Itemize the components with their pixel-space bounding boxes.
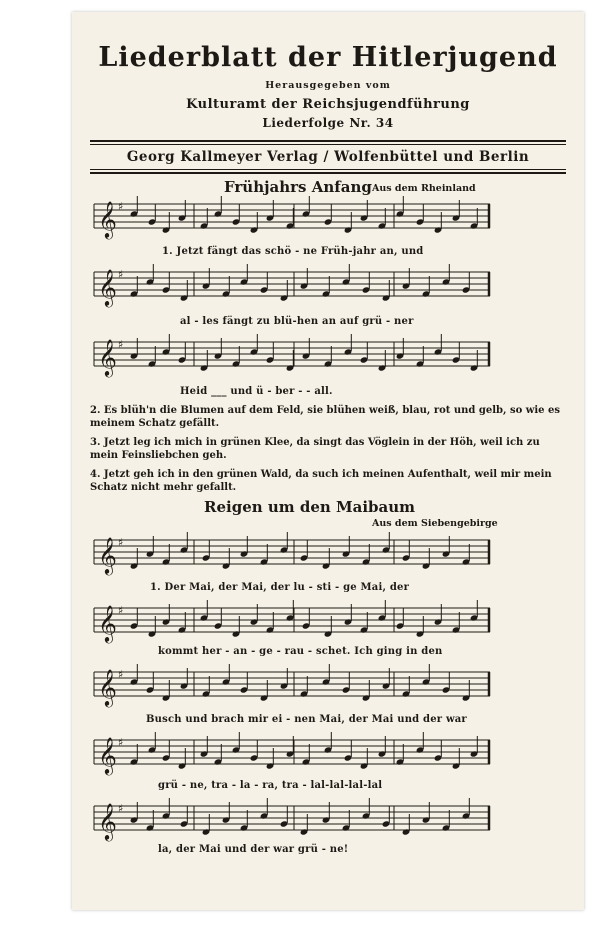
header-rule-top bbox=[90, 140, 566, 142]
sharp-icon: ♯ bbox=[118, 668, 124, 681]
treble-clef-icon: 𝄞 bbox=[98, 668, 117, 706]
treble-clef-icon: 𝄞 bbox=[98, 338, 117, 376]
song2-staff bbox=[94, 668, 490, 708]
sharp-icon: ♯ bbox=[118, 802, 124, 815]
treble-clef-icon: 𝄞 bbox=[98, 268, 117, 306]
sharp-icon: ♯ bbox=[118, 604, 124, 617]
song2-origin: Aus dem Siebengebirge bbox=[372, 518, 498, 529]
song2-staff bbox=[94, 736, 490, 776]
song1-staff bbox=[94, 268, 490, 308]
sharp-icon: ♯ bbox=[118, 736, 124, 749]
header-rule-bottom-thin bbox=[90, 169, 566, 170]
treble-clef-icon: 𝄞 bbox=[98, 200, 117, 238]
header-rule-top-thin bbox=[90, 144, 566, 145]
header-rule-bottom bbox=[90, 172, 566, 174]
song1-lyric-line-2: al - les fängt zu blü-hen an auf grü - ner bbox=[180, 316, 414, 327]
song1-staff bbox=[94, 338, 490, 378]
song1-origin: Aus dem Rheinland bbox=[372, 183, 476, 194]
song1-verse-4: 4. Jetzt geh ich in den grünen Wald, da such ich meinen Aufenthalt, weil mir mein Schatz nicht mehr gefallt. bbox=[90, 469, 552, 493]
series-line: Liederfolge Nr. 34 bbox=[262, 116, 394, 130]
song1-verse-3: 3. Jetzt leg ich mich in grünen Klee, da singt das Vöglein in der Höh, weil ich zu mein Feinsliebchen geh. bbox=[90, 437, 540, 461]
song2-lyric-line-2: kommt her - an - ge - rau - schet. Ich ging in den bbox=[158, 646, 443, 657]
song2-lyric-line-5: la, der Mai und der war grü - ne! bbox=[158, 844, 349, 855]
treble-clef-icon: 𝄞 bbox=[98, 802, 117, 840]
sharp-icon: ♯ bbox=[118, 268, 124, 281]
sharp-icon: ♯ bbox=[118, 200, 124, 213]
song2-lyric-line-4: grü - ne, tra - la - ra, tra - lal-lal-lal-lal bbox=[158, 780, 383, 791]
edited-by-line: Herausgegeben vom bbox=[265, 80, 391, 91]
song1-lyric-line-1: 1. Jetzt fängt das schö - ne Früh-jahr an, und bbox=[162, 246, 424, 257]
song2-lyric-line-1: 1. Der Mai, der Mai, der lu - sti - ge Mai, der bbox=[150, 582, 410, 593]
treble-clef-icon: 𝄞 bbox=[98, 536, 117, 574]
song2-lyric-line-3: Busch und brach mir ei - nen Mai, der Mai und der war bbox=[146, 714, 467, 725]
song2-staff bbox=[94, 536, 490, 576]
song-sheet bbox=[72, 12, 584, 910]
page-title: Liederblatt der Hitlerjugend bbox=[98, 42, 558, 73]
sharp-icon: ♯ bbox=[118, 536, 124, 549]
song2-staff bbox=[94, 604, 490, 644]
sharp-icon: ♯ bbox=[118, 338, 124, 351]
song1-staff bbox=[94, 200, 490, 240]
publisher-line: Georg Kallmeyer Verlag / Wolfenbüttel und Berlin bbox=[126, 149, 530, 165]
song2-title: Reigen um den Maibaum bbox=[204, 498, 416, 516]
treble-clef-icon: 𝄞 bbox=[98, 604, 117, 642]
song2-staff bbox=[94, 802, 490, 842]
song1-lyric-line-3: Heid ___ und ü - ber - - all. bbox=[180, 386, 333, 397]
treble-clef-icon: 𝄞 bbox=[98, 736, 117, 774]
office-line: Kulturamt der Reichsjugendführung bbox=[186, 97, 470, 112]
song1-title: Frühjahrs Anfang bbox=[224, 178, 372, 196]
song1-verse-2: 2. Es blüh'n die Blumen auf dem Feld, sie blühen weiß, blau, rot und gelb, so wie es meinem Schatz gefällt. bbox=[90, 405, 561, 429]
